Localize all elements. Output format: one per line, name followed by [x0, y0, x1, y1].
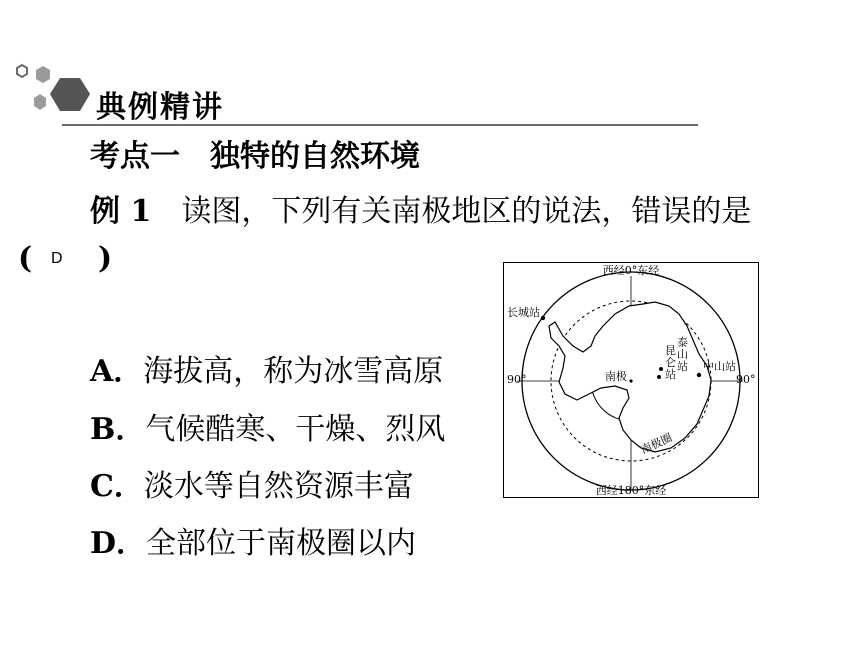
top-meridian-label: 西经0°东经 — [602, 264, 660, 277]
small-hexagon-gray — [36, 66, 50, 83]
pole-dot — [629, 379, 632, 382]
kunlun-station-label-2: 仑 — [665, 356, 676, 369]
option-a: A．海拔高，称为冰雪高原 — [90, 354, 444, 389]
left-longitude-label: 90° — [507, 373, 527, 386]
bottom-meridian-label: 西经180°东经 — [595, 484, 667, 497]
large-hexagon — [50, 78, 90, 111]
section-title: 典例精讲 — [96, 90, 224, 125]
answer-paren-open: ( — [18, 241, 33, 276]
taishan-station-dot — [659, 367, 663, 371]
kunlun-station-dot — [657, 375, 661, 379]
kunlun-station-label-3: 站 — [665, 368, 676, 381]
small-hexagon-gray-2 — [34, 94, 46, 110]
antarctic-circle-label: 南极圈 — [638, 430, 675, 457]
kunlun-station-label-1: 昆 — [665, 344, 676, 357]
answer-value: D — [51, 250, 63, 267]
changcheng-station-dot — [541, 316, 545, 320]
taishan-station-label-3: 站 — [677, 360, 688, 373]
question-line — [90, 186, 751, 230]
antarctica-map — [503, 262, 759, 498]
zhongshan-station-label: 中山站 — [703, 360, 736, 373]
question-text: 读图，下列有关南极地区的说法，错误的是 — [181, 194, 752, 229]
changcheng-station-label: 长城站 — [507, 306, 540, 319]
taishan-station-label-2: 山 — [677, 348, 688, 361]
option-d: D．全部位于南极圈以内 — [90, 526, 417, 561]
zhongshan-station-dot — [697, 373, 701, 377]
option-c: C．淡水等自然资源丰富 — [90, 469, 414, 504]
topic-title: 考点一 独特的自然环境 — [90, 139, 420, 174]
pole-label: 南极 — [605, 370, 627, 383]
option-b: B．气候酷寒、干燥、烈风 — [90, 412, 446, 447]
small-hexagon-outline — [17, 65, 27, 77]
taishan-station-label-1: 泰 — [677, 336, 688, 349]
answer-paren-close: ) — [98, 241, 113, 276]
right-longitude-label: 90° — [736, 373, 756, 386]
question-label: 例 1 — [90, 194, 152, 229]
